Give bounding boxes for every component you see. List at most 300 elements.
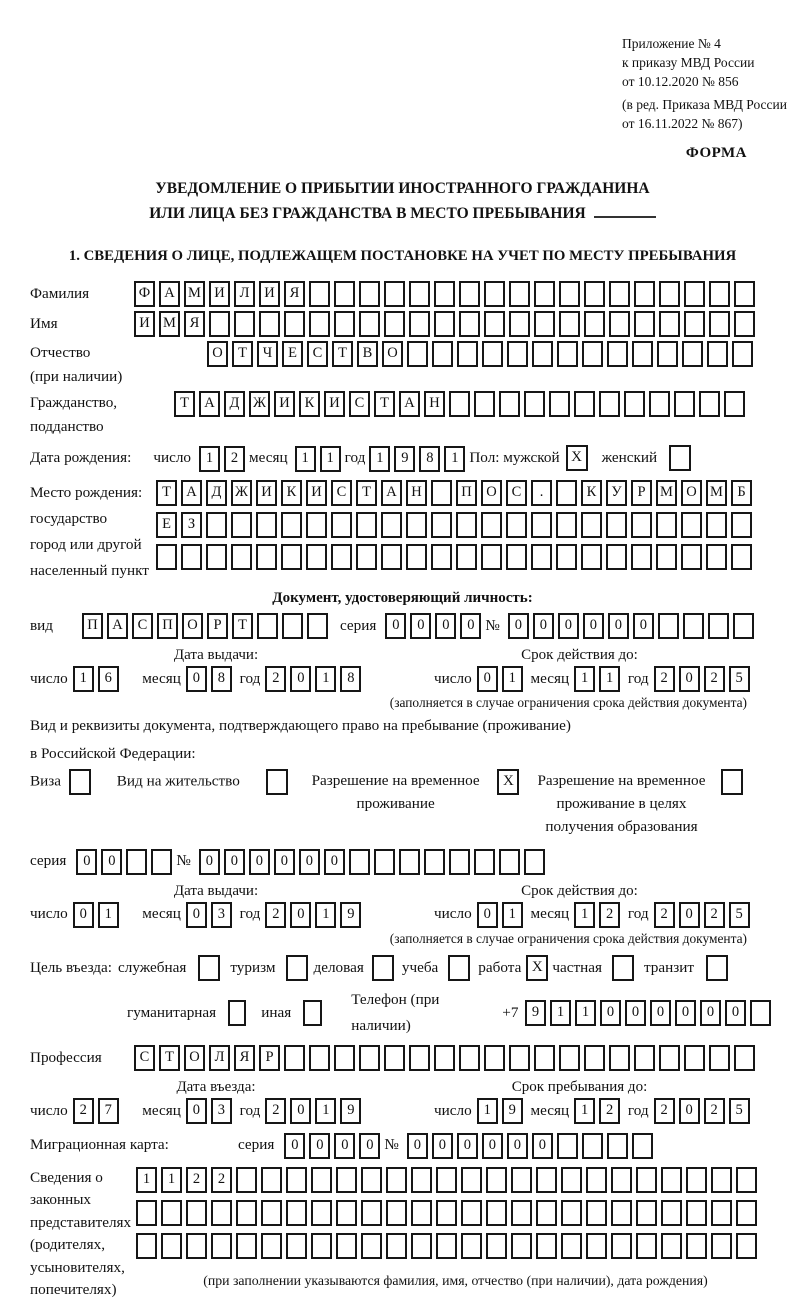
form-cell[interactable]: 5 (729, 1098, 750, 1124)
form-cell[interactable] (534, 281, 555, 307)
form-cell[interactable] (734, 1045, 755, 1071)
form-cell[interactable] (557, 341, 578, 367)
form-cell[interactable] (356, 512, 377, 538)
form-cell[interactable]: К (299, 391, 320, 417)
form-cell[interactable]: 1 (599, 666, 620, 692)
purpose-chastnaya-checkbox[interactable] (612, 955, 634, 981)
form-cell[interactable] (456, 512, 477, 538)
form-cell[interactable] (531, 544, 552, 570)
form-cell[interactable] (374, 849, 395, 875)
form-cell[interactable]: 0 (508, 613, 529, 639)
form-cell[interactable] (659, 311, 680, 337)
form-cell[interactable]: А (159, 281, 180, 307)
form-cell[interactable] (724, 391, 745, 417)
form-cell[interactable] (236, 1233, 257, 1259)
form-cell[interactable]: Ф (134, 281, 155, 307)
form-cell[interactable]: 0 (249, 849, 270, 875)
form-cell[interactable] (334, 311, 355, 337)
form-cell[interactable] (461, 1167, 482, 1193)
form-cell[interactable] (734, 311, 755, 337)
form-cell[interactable] (736, 1200, 757, 1226)
form-cell[interactable] (584, 281, 605, 307)
form-cell[interactable] (436, 1167, 457, 1193)
form-cell[interactable]: 2 (654, 666, 675, 692)
form-cell[interactable]: О (184, 1045, 205, 1071)
form-cell[interactable] (659, 281, 680, 307)
form-cell[interactable]: Р (207, 613, 228, 639)
form-cell[interactable]: 1 (315, 902, 336, 928)
form-cell[interactable] (484, 281, 505, 307)
form-cell[interactable] (636, 1200, 657, 1226)
form-cell[interactable]: 2 (704, 666, 725, 692)
form-cell[interactable] (431, 512, 452, 538)
form-cell[interactable] (561, 1233, 582, 1259)
form-cell[interactable] (586, 1233, 607, 1259)
form-cell[interactable] (561, 1200, 582, 1226)
form-cell[interactable]: 1 (73, 666, 94, 692)
form-cell[interactable]: 0 (477, 666, 498, 692)
form-cell[interactable] (584, 1045, 605, 1071)
form-cell[interactable] (661, 1167, 682, 1193)
form-cell[interactable] (509, 311, 530, 337)
form-cell[interactable]: 8 (340, 666, 361, 692)
form-cell[interactable]: О (481, 480, 502, 506)
form-cell[interactable]: 9 (394, 446, 415, 472)
form-cell[interactable] (136, 1233, 157, 1259)
form-cell[interactable]: 0 (199, 849, 220, 875)
form-cell[interactable]: Т (356, 480, 377, 506)
form-cell[interactable]: 6 (98, 666, 119, 692)
form-cell[interactable] (731, 544, 752, 570)
form-cell[interactable]: И (259, 281, 280, 307)
form-cell[interactable] (359, 311, 380, 337)
form-cell[interactable] (161, 1233, 182, 1259)
form-cell[interactable] (484, 311, 505, 337)
form-cell[interactable] (381, 544, 402, 570)
form-cell[interactable] (336, 1200, 357, 1226)
form-cell[interactable]: И (306, 480, 327, 506)
form-cell[interactable] (436, 1233, 457, 1259)
form-cell[interactable] (384, 281, 405, 307)
form-cell[interactable]: 2 (186, 1167, 207, 1193)
form-cell[interactable]: 0 (700, 1000, 721, 1026)
form-cell[interactable] (609, 281, 630, 307)
form-cell[interactable]: Т (232, 341, 253, 367)
form-cell[interactable]: 9 (340, 902, 361, 928)
form-cell[interactable] (281, 544, 302, 570)
form-cell[interactable]: А (181, 480, 202, 506)
form-cell[interactable] (411, 1200, 432, 1226)
form-cell[interactable]: 1 (136, 1167, 157, 1193)
form-cell[interactable]: М (159, 311, 180, 337)
form-cell[interactable] (206, 512, 227, 538)
form-cell[interactable]: 0 (650, 1000, 671, 1026)
form-cell[interactable] (231, 512, 252, 538)
form-cell[interactable] (534, 1045, 555, 1071)
form-cell[interactable]: 1 (477, 1098, 498, 1124)
form-cell[interactable]: И (324, 391, 345, 417)
form-cell[interactable] (511, 1233, 532, 1259)
form-cell[interactable] (709, 281, 730, 307)
form-cell[interactable]: М (656, 480, 677, 506)
form-cell[interactable]: 0 (482, 1133, 503, 1159)
form-cell[interactable] (256, 512, 277, 538)
form-cell[interactable] (584, 311, 605, 337)
form-cell[interactable] (499, 849, 520, 875)
form-cell[interactable] (409, 311, 430, 337)
form-cell[interactable]: И (209, 281, 230, 307)
form-cell[interactable]: 0 (284, 1133, 305, 1159)
form-cell[interactable] (609, 1045, 630, 1071)
form-cell[interactable]: А (381, 480, 402, 506)
form-cell[interactable] (407, 341, 428, 367)
form-cell[interactable] (381, 512, 402, 538)
sex-male-checkbox[interactable]: X (566, 445, 588, 471)
form-cell[interactable] (386, 1167, 407, 1193)
form-cell[interactable] (136, 1200, 157, 1226)
purpose-ucheba-checkbox[interactable] (448, 955, 470, 981)
form-cell[interactable] (457, 341, 478, 367)
form-cell[interactable]: П (82, 613, 103, 639)
form-cell[interactable] (306, 512, 327, 538)
form-cell[interactable] (661, 1233, 682, 1259)
form-cell[interactable] (531, 512, 552, 538)
form-cell[interactable] (556, 544, 577, 570)
form-cell[interactable] (636, 1167, 657, 1193)
form-cell[interactable] (334, 281, 355, 307)
form-cell[interactable] (686, 1233, 707, 1259)
form-cell[interactable] (206, 544, 227, 570)
form-cell[interactable] (409, 281, 430, 307)
form-cell[interactable] (684, 1045, 705, 1071)
form-cell[interactable] (282, 613, 303, 639)
form-cell[interactable]: М (706, 480, 727, 506)
form-cell[interactable]: 0 (290, 902, 311, 928)
form-cell[interactable]: Т (332, 341, 353, 367)
form-cell[interactable] (384, 1045, 405, 1071)
form-cell[interactable] (684, 281, 705, 307)
form-cell[interactable]: 2 (265, 666, 286, 692)
purpose-inaya-checkbox[interactable] (303, 1000, 322, 1026)
form-cell[interactable]: Я (234, 1045, 255, 1071)
form-cell[interactable] (336, 1233, 357, 1259)
form-cell[interactable] (459, 281, 480, 307)
form-cell[interactable] (474, 391, 495, 417)
form-cell[interactable] (356, 544, 377, 570)
purpose-tranzit-checkbox[interactable] (706, 955, 728, 981)
form-cell[interactable]: Е (156, 512, 177, 538)
form-cell[interactable]: 1 (199, 446, 220, 472)
form-cell[interactable] (606, 544, 627, 570)
form-cell[interactable] (386, 1200, 407, 1226)
form-cell[interactable] (309, 311, 330, 337)
form-cell[interactable] (236, 1167, 257, 1193)
form-cell[interactable] (607, 341, 628, 367)
form-cell[interactable] (574, 391, 595, 417)
form-cell[interactable]: 1 (550, 1000, 571, 1026)
form-cell[interactable] (361, 1200, 382, 1226)
form-cell[interactable] (261, 1233, 282, 1259)
form-cell[interactable] (434, 1045, 455, 1071)
form-cell[interactable] (234, 311, 255, 337)
form-cell[interactable] (734, 281, 755, 307)
form-cell[interactable] (386, 1233, 407, 1259)
form-cell[interactable] (632, 341, 653, 367)
form-cell[interactable]: И (134, 311, 155, 337)
form-cell[interactable]: 0 (435, 613, 456, 639)
form-cell[interactable] (209, 311, 230, 337)
form-cell[interactable]: А (399, 391, 420, 417)
form-cell[interactable] (536, 1167, 557, 1193)
form-cell[interactable]: 1 (575, 1000, 596, 1026)
form-cell[interactable] (684, 311, 705, 337)
form-cell[interactable] (634, 311, 655, 337)
form-cell[interactable] (331, 512, 352, 538)
form-cell[interactable] (736, 1167, 757, 1193)
form-cell[interactable]: 0 (324, 849, 345, 875)
form-cell[interactable] (750, 1000, 771, 1026)
form-cell[interactable] (481, 512, 502, 538)
form-cell[interactable] (736, 1233, 757, 1259)
purpose-turizm-checkbox[interactable] (286, 955, 308, 981)
form-cell[interactable]: 1 (315, 1098, 336, 1124)
form-cell[interactable] (186, 1200, 207, 1226)
form-cell[interactable] (532, 341, 553, 367)
form-cell[interactable]: 1 (320, 446, 341, 472)
form-cell[interactable] (509, 281, 530, 307)
form-cell[interactable] (711, 1233, 732, 1259)
form-cell[interactable]: 2 (704, 1098, 725, 1124)
form-cell[interactable]: 0 (186, 666, 207, 692)
form-cell[interactable]: В (357, 341, 378, 367)
form-cell[interactable] (151, 849, 172, 875)
form-cell[interactable] (359, 281, 380, 307)
form-cell[interactable]: Т (156, 480, 177, 506)
form-cell[interactable]: Е (282, 341, 303, 367)
form-cell[interactable] (556, 480, 577, 506)
form-cell[interactable]: 2 (704, 902, 725, 928)
form-cell[interactable] (406, 544, 427, 570)
form-cell[interactable]: 0 (359, 1133, 380, 1159)
form-cell[interactable]: Т (159, 1045, 180, 1071)
form-cell[interactable] (434, 311, 455, 337)
form-cell[interactable] (586, 1200, 607, 1226)
form-cell[interactable] (399, 849, 420, 875)
form-cell[interactable] (534, 311, 555, 337)
form-cell[interactable]: 0 (477, 902, 498, 928)
form-cell[interactable] (556, 512, 577, 538)
form-cell[interactable] (231, 544, 252, 570)
form-cell[interactable]: И (256, 480, 277, 506)
form-cell[interactable]: 0 (224, 849, 245, 875)
form-cell[interactable] (424, 849, 445, 875)
form-cell[interactable]: П (456, 480, 477, 506)
form-cell[interactable] (431, 544, 452, 570)
form-cell[interactable] (686, 1200, 707, 1226)
form-cell[interactable] (549, 391, 570, 417)
form-cell[interactable] (461, 1200, 482, 1226)
form-cell[interactable] (509, 1045, 530, 1071)
form-cell[interactable]: 2 (654, 1098, 675, 1124)
form-cell[interactable] (499, 391, 520, 417)
sex-female-checkbox[interactable] (669, 445, 691, 471)
form-cell[interactable] (681, 512, 702, 538)
form-cell[interactable] (634, 281, 655, 307)
form-cell[interactable]: И (274, 391, 295, 417)
form-cell[interactable]: С (331, 480, 352, 506)
form-cell[interactable] (561, 1167, 582, 1193)
form-cell[interactable]: О (382, 341, 403, 367)
form-cell[interactable]: 0 (299, 849, 320, 875)
form-cell[interactable]: Т (174, 391, 195, 417)
form-cell[interactable]: 0 (675, 1000, 696, 1026)
form-cell[interactable] (582, 341, 603, 367)
form-cell[interactable] (486, 1167, 507, 1193)
form-cell[interactable]: С (307, 341, 328, 367)
form-cell[interactable] (432, 341, 453, 367)
form-cell[interactable] (261, 1167, 282, 1193)
form-cell[interactable] (682, 341, 703, 367)
form-cell[interactable] (733, 613, 754, 639)
form-cell[interactable] (707, 341, 728, 367)
form-cell[interactable]: 1 (444, 446, 465, 472)
form-cell[interactable]: 8 (419, 446, 440, 472)
form-cell[interactable] (411, 1233, 432, 1259)
form-cell[interactable] (349, 849, 370, 875)
form-cell[interactable] (706, 544, 727, 570)
form-cell[interactable]: 0 (679, 666, 700, 692)
form-cell[interactable]: 0 (725, 1000, 746, 1026)
form-cell[interactable]: О (182, 613, 203, 639)
residence-permit-checkbox[interactable] (266, 769, 288, 795)
form-cell[interactable] (336, 1167, 357, 1193)
form-cell[interactable] (709, 1045, 730, 1071)
form-cell[interactable] (409, 1045, 430, 1071)
form-cell[interactable] (524, 849, 545, 875)
form-cell[interactable]: 0 (334, 1133, 355, 1159)
form-cell[interactable] (156, 544, 177, 570)
form-cell[interactable] (309, 1045, 330, 1071)
form-cell[interactable]: Ч (257, 341, 278, 367)
form-cell[interactable] (482, 341, 503, 367)
form-cell[interactable] (732, 341, 753, 367)
form-cell[interactable]: 0 (410, 613, 431, 639)
form-cell[interactable] (631, 512, 652, 538)
form-cell[interactable]: 2 (265, 902, 286, 928)
form-cell[interactable]: Ж (231, 480, 252, 506)
form-cell[interactable]: 9 (525, 1000, 546, 1026)
form-cell[interactable]: 2 (599, 902, 620, 928)
form-cell[interactable]: 0 (507, 1133, 528, 1159)
form-cell[interactable]: К (581, 480, 602, 506)
form-cell[interactable] (311, 1200, 332, 1226)
form-cell[interactable]: 0 (625, 1000, 646, 1026)
form-cell[interactable] (582, 1133, 603, 1159)
form-cell[interactable]: Д (224, 391, 245, 417)
form-cell[interactable]: 8 (211, 666, 232, 692)
form-cell[interactable] (636, 1233, 657, 1259)
form-cell[interactable] (559, 1045, 580, 1071)
form-cell[interactable]: К (281, 480, 302, 506)
form-cell[interactable]: 0 (460, 613, 481, 639)
form-cell[interactable] (559, 281, 580, 307)
form-cell[interactable] (186, 1233, 207, 1259)
form-cell[interactable]: 2 (73, 1098, 94, 1124)
form-cell[interactable] (557, 1133, 578, 1159)
form-cell[interactable]: Я (284, 281, 305, 307)
form-cell[interactable]: 3 (211, 902, 232, 928)
form-cell[interactable] (708, 613, 729, 639)
form-cell[interactable] (211, 1200, 232, 1226)
form-cell[interactable] (434, 281, 455, 307)
form-cell[interactable]: 2 (265, 1098, 286, 1124)
form-cell[interactable] (481, 544, 502, 570)
form-cell[interactable] (459, 1045, 480, 1071)
form-cell[interactable]: Р (259, 1045, 280, 1071)
form-cell[interactable]: Я (184, 311, 205, 337)
form-cell[interactable] (699, 391, 720, 417)
form-cell[interactable] (559, 311, 580, 337)
form-cell[interactable]: С (134, 1045, 155, 1071)
form-cell[interactable] (659, 1045, 680, 1071)
form-cell[interactable]: 0 (633, 613, 654, 639)
form-cell[interactable]: 0 (309, 1133, 330, 1159)
form-cell[interactable] (161, 1200, 182, 1226)
form-cell[interactable] (474, 849, 495, 875)
form-cell[interactable] (661, 1200, 682, 1226)
form-cell[interactable]: 1 (98, 902, 119, 928)
form-cell[interactable] (181, 544, 202, 570)
form-cell[interactable]: Н (406, 480, 427, 506)
form-cell[interactable]: Д (206, 480, 227, 506)
purpose-rabota-checkbox[interactable]: X (526, 955, 548, 981)
form-cell[interactable] (284, 311, 305, 337)
form-cell[interactable] (658, 613, 679, 639)
form-cell[interactable] (311, 1233, 332, 1259)
form-cell[interactable] (632, 1133, 653, 1159)
form-cell[interactable] (506, 544, 527, 570)
form-cell[interactable] (586, 1167, 607, 1193)
form-cell[interactable] (306, 544, 327, 570)
form-cell[interactable]: С (349, 391, 370, 417)
form-cell[interactable]: Т (232, 613, 253, 639)
form-cell[interactable] (711, 1167, 732, 1193)
form-cell[interactable] (211, 1233, 232, 1259)
form-cell[interactable]: 0 (290, 1098, 311, 1124)
form-cell[interactable] (261, 1200, 282, 1226)
form-cell[interactable] (511, 1200, 532, 1226)
form-cell[interactable] (484, 1045, 505, 1071)
form-cell[interactable]: 0 (101, 849, 122, 875)
form-cell[interactable]: 1 (574, 1098, 595, 1124)
form-cell[interactable] (711, 1200, 732, 1226)
form-cell[interactable] (361, 1233, 382, 1259)
form-cell[interactable]: 1 (574, 666, 595, 692)
form-cell[interactable] (686, 1167, 707, 1193)
form-cell[interactable] (406, 512, 427, 538)
form-cell[interactable] (511, 1167, 532, 1193)
form-cell[interactable] (126, 849, 147, 875)
form-cell[interactable] (631, 544, 652, 570)
form-cell[interactable]: С (132, 613, 153, 639)
form-cell[interactable]: 0 (73, 902, 94, 928)
form-cell[interactable] (257, 613, 278, 639)
form-cell[interactable]: Р (631, 480, 652, 506)
temp-residence-checkbox[interactable]: X (497, 769, 519, 795)
form-cell[interactable]: 2 (599, 1098, 620, 1124)
form-cell[interactable]: Т (374, 391, 395, 417)
form-cell[interactable]: 0 (533, 613, 554, 639)
